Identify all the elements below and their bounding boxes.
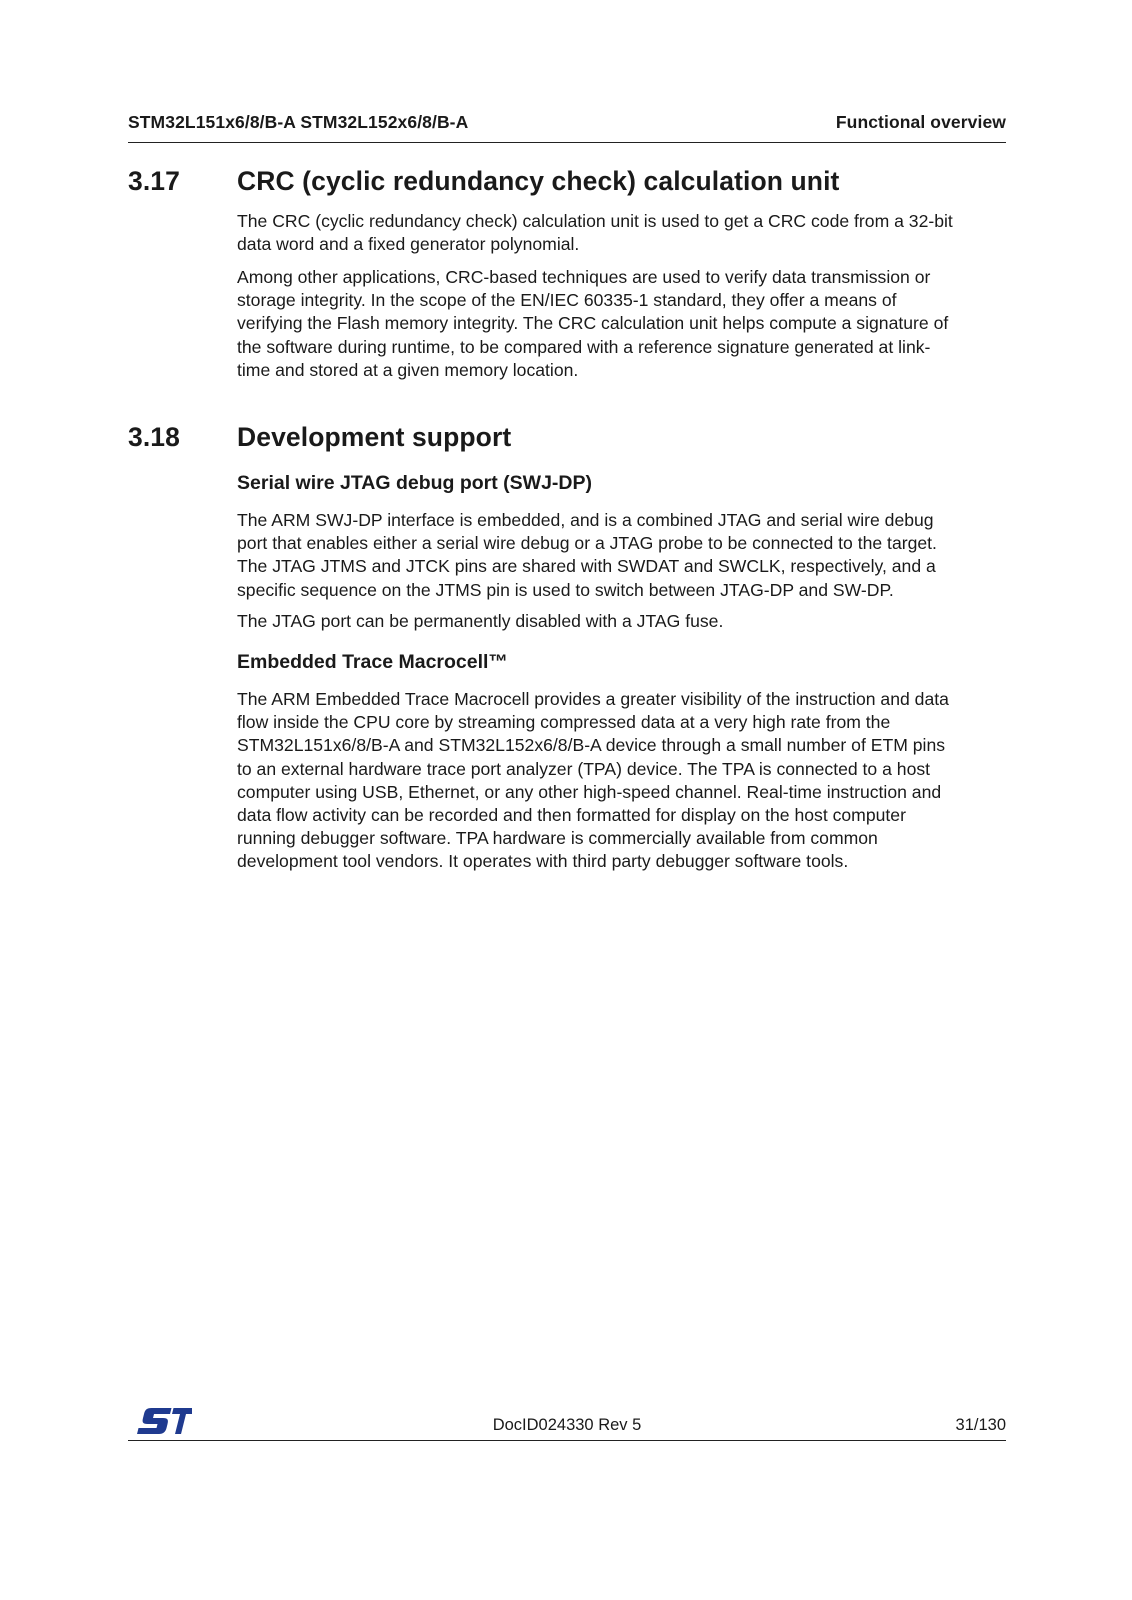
subheading-swj-dp: Serial wire JTAG debug port (SWJ-DP) [237,472,593,494]
footer-doc-id: DocID024330 Rev 5 [492,1416,642,1434]
header-part-numbers: STM32L151x6/8/B-A STM32L152x6/8/B-A [128,112,469,132]
section-heading-3-17 [128,166,839,197]
section-title: CRC (cyclic redundancy check) calculation unit [237,166,840,196]
text-line: specific sequence on the JTMS pin is used to switch between JTAG-DP and SW-DP. [237,579,894,600]
paragraph-jtag-fuse [237,610,1007,633]
header-chapter-title: Functional overview [835,112,1006,132]
text-line: The JTAG port can be permanently disabled with a JTAG fuse. [237,611,724,631]
section-heading-3-18 [128,422,511,453]
footer-page-number: 31/130 [955,1416,1006,1434]
paragraph-swj-dp [237,509,1007,602]
section-title: Development support [237,422,512,452]
text-line: data flow activity can be recorded and then formatted for display on the host computer [237,805,906,826]
text-line: STM32L151x6/8/B-A and STM32L152x6/8/B-A device through a small number of ETM pins [237,735,946,756]
text-line: The ARM SWJ-DP interface is embedded, and is a combined JTAG and serial wire debug [237,510,934,530]
text-line: development tool vendors. It operates with third party debugger software tools. [237,851,849,872]
text-line: data word and a fixed generator polynomial. [237,234,580,255]
subheading-etm: Embedded Trace Macrocell™ [237,651,508,673]
text-line: port that enables either a serial wire debug or a JTAG probe to be connected to the target. [237,533,937,554]
text-line: The ARM Embedded Trace Macrocell provides a greater visibility of the instruction and data [237,689,949,709]
paragraph-crc-applications [237,266,1007,382]
page-footer [128,1400,1006,1441]
text-line: storage integrity. In the scope of the EN/IEC 60335-1 standard, they offer a means of [237,290,897,311]
text-line: The JTAG JTMS and JTCK pins are shared with SWDAT and SWCLK, respectively, and a [237,556,936,577]
paragraph-etm [237,688,1007,874]
text-line: The CRC (cyclic redundancy check) calculation unit is used to get a CRC code from a 32-bit [237,211,953,231]
text-line: verifying the Flash memory integrity. The CRC calculation unit helps compute a signature of [237,313,949,334]
text-line: time and stored at a given memory location. [237,359,579,380]
section-number: 3.17 [128,166,180,196]
section-number: 3.18 [128,422,180,452]
text-line: Among other applications, CRC-based techniques are used to verify data transmission or [237,267,931,287]
text-line: computer using USB, Ethernet, or any other high-speed channel. Real-time instruction and [237,781,942,802]
text-line: running debugger software. TPA hardware is commercially available from common [237,828,878,849]
paragraph-crc-intro [237,210,1007,256]
text-line: to an external hardware trace port analyzer (TPA) device. The TPA is connected to a host [237,758,931,779]
page-header [128,108,1006,143]
text-line: the software during runtime, to be compared with a reference signature generated at link- [237,336,931,357]
text-line: flow inside the CPU core by streaming compressed data at a very high rate from the [237,712,891,733]
